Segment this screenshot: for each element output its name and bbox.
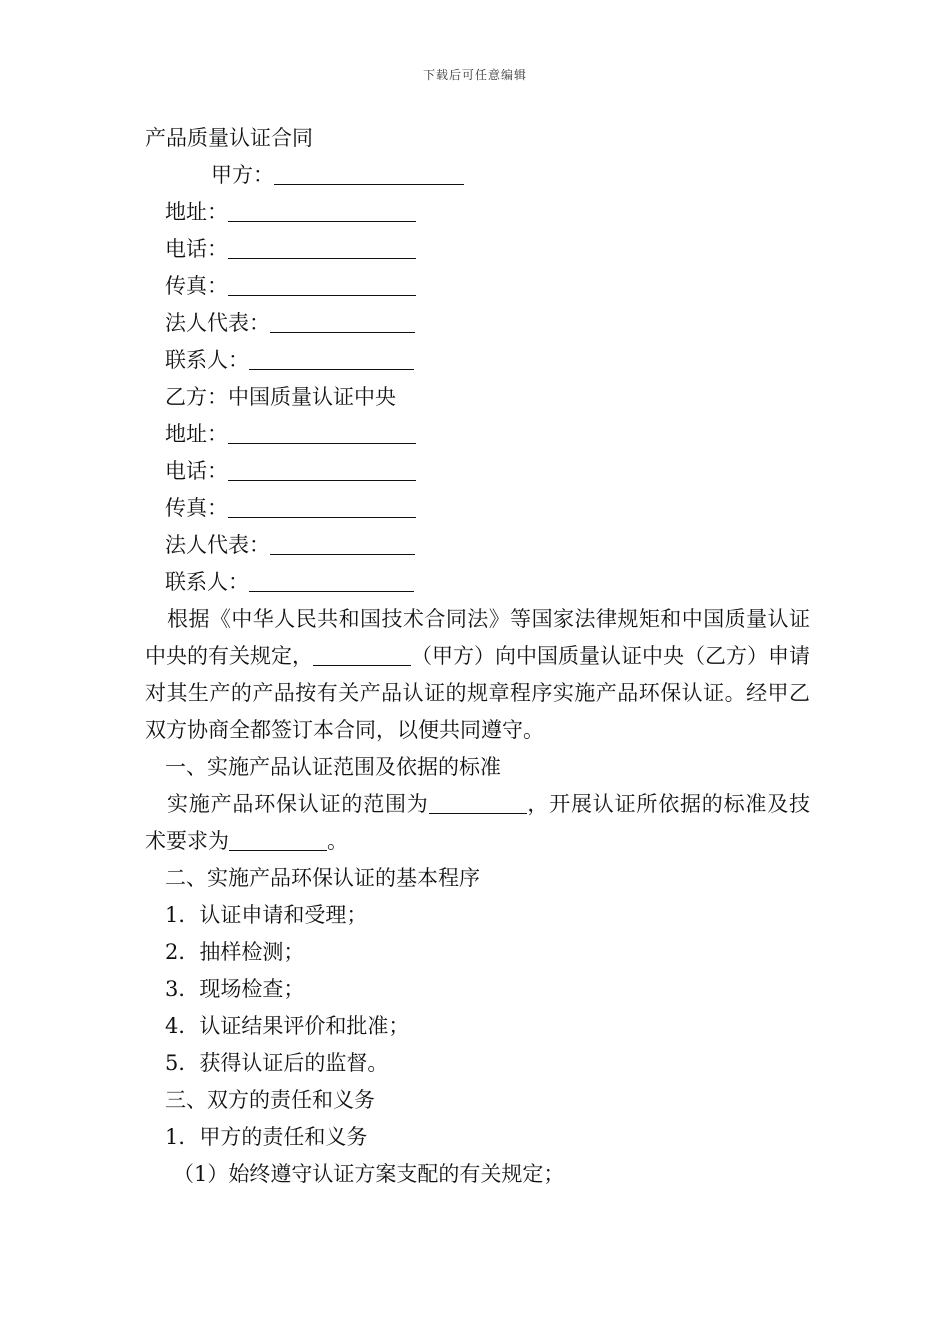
preamble-text-2: （甲方）向中国质量认证中央（乙方）申请对其生产的产品按有关产品认证的规章程序实施产品环保认证。经甲乙双方协商全都签订本合同，以便共同遵守。: [145, 644, 810, 742]
preamble-applicant-blank[interactable]: [313, 641, 411, 666]
section2-item-4: 4．认证结果评价和批准；: [165, 1014, 410, 1038]
party-b-phone-label: 电话：: [165, 459, 228, 483]
party-a-address-label: 地址：: [165, 200, 228, 224]
party-a-fax-label: 传真：: [165, 274, 228, 298]
standard-blank[interactable]: [229, 826, 327, 851]
preamble-text-1: 根据《中华人民共和国技术合同法》等国家法律规矩和中国质量认证中央的有关规定，: [145, 607, 810, 668]
party-a-legal-rep-label: 法人代表：: [165, 311, 270, 335]
party-b-address-label: 地址：: [165, 422, 228, 446]
party-b-contact-label: 联系人：: [165, 570, 249, 594]
scope-blank[interactable]: [429, 789, 527, 814]
section1-paragraph: [145, 786, 810, 860]
party-a-address-blank[interactable]: [228, 197, 416, 222]
party-a-contact-blank[interactable]: [249, 345, 414, 370]
header-note: 下载后可任意编辑: [422, 68, 527, 82]
party-a-phone-line: [145, 231, 810, 268]
party-b-fax-line: [145, 490, 810, 527]
party-a-phone-label: 电话：: [165, 237, 228, 261]
party-b-contact-line: [145, 564, 810, 601]
party-b-address-line: [145, 416, 810, 453]
party-a-contact-line: [145, 342, 810, 379]
party-b-contact-blank[interactable]: [249, 567, 414, 592]
party-a-fax-blank[interactable]: [228, 271, 416, 296]
contract-body: [145, 120, 810, 1193]
party-a-label: 甲方：: [211, 163, 274, 187]
party-b-legal-rep-label: 法人代表：: [165, 533, 270, 557]
section2-item-5: 5．获得认证后的监督。: [165, 1051, 389, 1075]
party-b-name: 中国质量认证中央: [228, 385, 396, 409]
party-b-phone-line: [145, 453, 810, 490]
section3-item-1: （1）始终遵守认证方案支配的有关规定；: [173, 1162, 565, 1186]
party-b-fax-blank[interactable]: [228, 493, 416, 518]
section2-item-1: 1．认证申请和受理；: [165, 903, 368, 927]
party-b-line: [145, 379, 810, 416]
section2-item-3: 3．现场检查；: [165, 977, 305, 1001]
party-a-address-line: [145, 194, 810, 231]
preamble-paragraph: [145, 601, 810, 749]
party-a-contact-label: 联系人：: [165, 348, 249, 372]
section3-heading: 三、双方的责任和义务: [165, 1088, 375, 1112]
party-a-legal-rep-blank[interactable]: [270, 308, 415, 333]
section1-text-2: ，开展认证所依据的标准及技术要求为: [145, 792, 811, 853]
section1-text-3: 。: [327, 829, 348, 853]
section3-sub1: 1．甲方的责任和义务: [165, 1125, 368, 1149]
section1-heading: 一、实施产品认证范围及依据的标准: [165, 755, 501, 779]
section2-heading: 二、实施产品环保认证的基本程序: [165, 866, 480, 890]
section2-item-2: 2．抽样检测；: [165, 940, 305, 964]
party-b-label: 乙方：: [165, 385, 228, 409]
section1-text-1: 实施产品环保认证的范围为: [167, 792, 429, 816]
party-a-phone-blank[interactable]: [228, 234, 416, 259]
party-b-phone-blank[interactable]: [228, 456, 416, 481]
party-b-address-blank[interactable]: [228, 419, 416, 444]
party-a-line: [145, 157, 810, 194]
party-b-legal-rep-line: [145, 527, 810, 564]
contract-title: 产品质量认证合同: [145, 126, 313, 150]
party-a-legal-rep-line: [145, 305, 810, 342]
party-b-fax-label: 传真：: [165, 496, 228, 520]
party-a-blank[interactable]: [274, 160, 464, 185]
party-a-fax-line: [145, 268, 810, 305]
party-b-legal-rep-blank[interactable]: [270, 530, 415, 555]
